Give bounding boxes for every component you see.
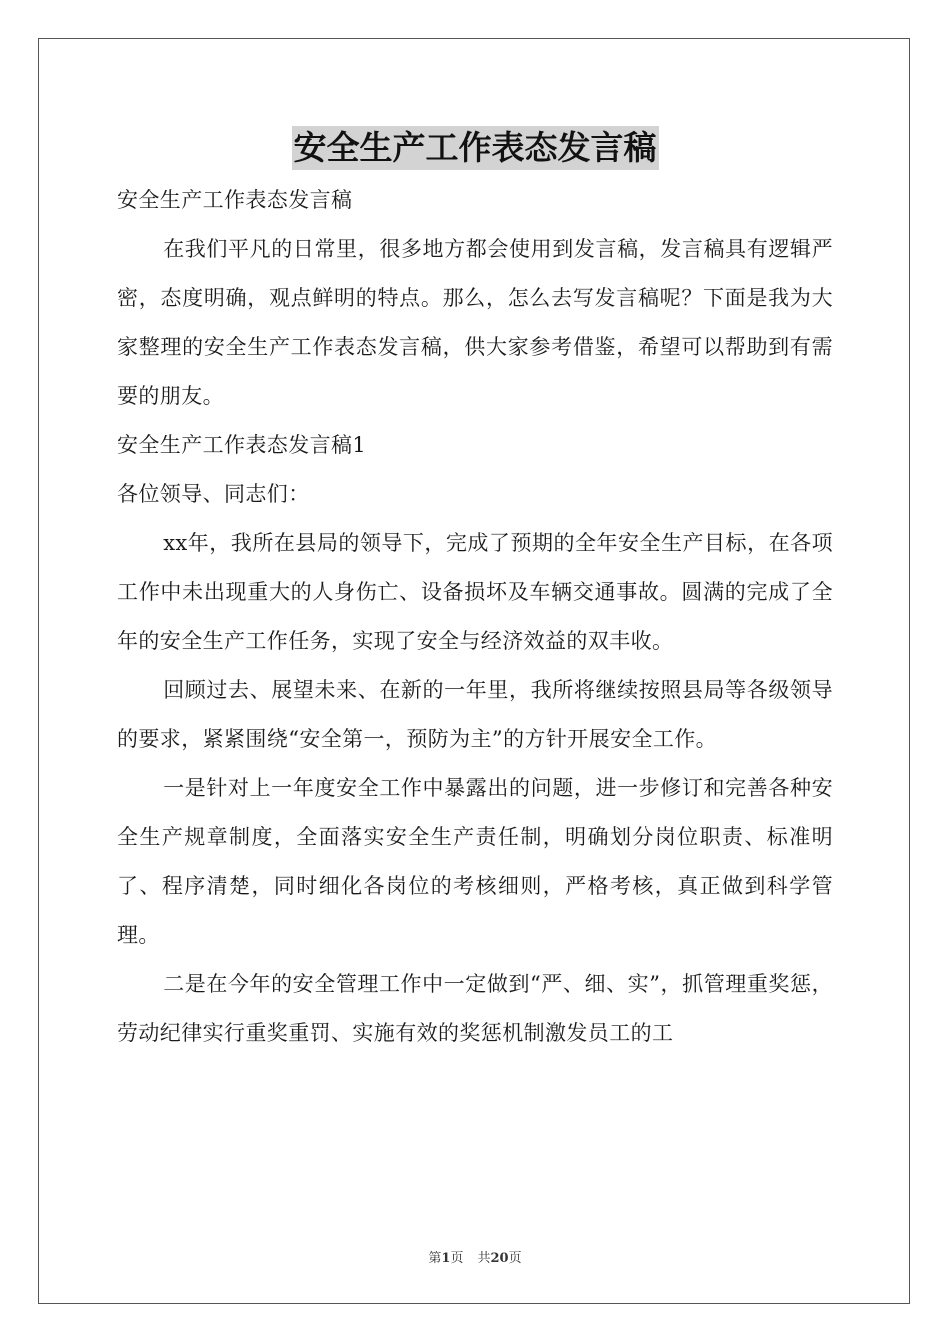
paragraph: 一是针对上一年度安全工作中暴露出的问题，进一步修订和完善各种安全生产规章制度，全面落实安全生产责任制，明确划分岗位职责、标准明了、程序清楚，同时细化各岗位的考核细则，严格考核，真正做到科学管理。 <box>117 776 833 947</box>
total-prefix: 共 <box>477 1251 491 1266</box>
page-footer <box>0 1247 950 1266</box>
paragraph: 二是在今年的安全管理工作中一定做到“严、细、实”，抓管理重奖惩，劳动纪律实行重奖重罚、实施有效的奖惩机制激发员工的工 <box>117 972 833 1045</box>
document-body <box>117 176 833 1058</box>
total-page-number: 20 <box>490 1251 509 1266</box>
paragraph: 回顾过去、展望未来、在新的一年里，我所将继续按照县局等各级领导的要求，紧紧围绕“安全第一，预防为主”的方针开展安全工作。 <box>117 678 833 751</box>
page-prefix: 第 <box>428 1251 442 1266</box>
paragraph: 各位领导、同志们： <box>117 482 310 506</box>
paragraph: 安全生产工作表态发言稿 <box>117 188 353 212</box>
paragraph: xx年，我所在县局的领导下，完成了预期的全年安全生产目标，在各项工作中未出现重大的人身伤亡、设备损坏及车辆交通事故。圆满的完成了全年的安全生产工作任务，实现了安全与经济效益的双丰收。 <box>117 531 833 653</box>
document-title: 安全生产工作表态发言稿 <box>292 126 659 170</box>
title-container <box>0 126 950 170</box>
page-suffix: 页 <box>450 1251 464 1266</box>
current-page-number: 1 <box>441 1251 451 1266</box>
paragraph: 在我们平凡的日常里，很多地方都会使用到发言稿，发言稿具有逻辑严密，态度明确，观点鲜明的特点。那么，怎么去写发言稿呢？下面是我为大家整理的安全生产工作表态发言稿，供大家参考借鉴，希望可以帮助到有需要的朋友。 <box>117 237 833 408</box>
total-suffix: 页 <box>508 1251 522 1266</box>
paragraph: 安全生产工作表态发言稿1 <box>117 433 367 457</box>
